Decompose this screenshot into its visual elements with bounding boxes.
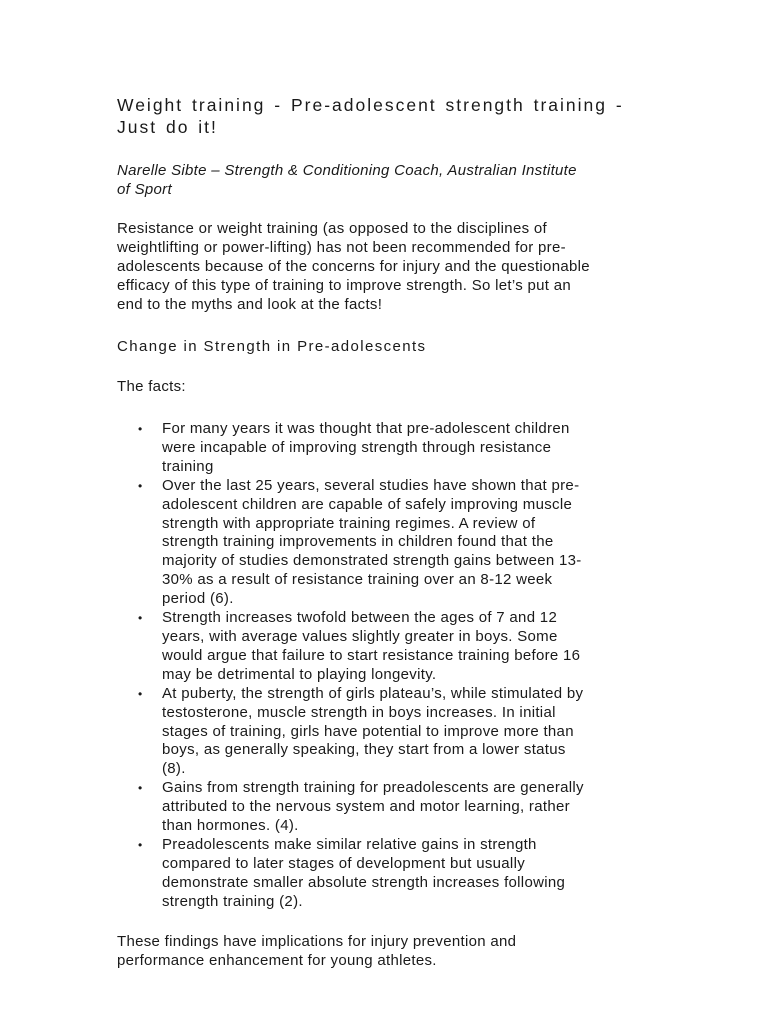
document-page [117,94,657,970]
fact-line: were incapable of improving strength through resistance [162,438,552,456]
fact-line: Strength increases twofold between the ages of 7 and 12 [162,609,558,627]
list-item [117,685,657,780]
fact-line: Gains from strength training for preadolescents are generally [162,779,584,797]
author-byline [117,161,657,199]
list-item [117,836,657,912]
list-item [117,477,657,609]
bullet-icon: • [138,781,143,796]
fact-line: For many years it was thought that pre-adolescent children [162,420,570,437]
fact-line: 30% as a result of resistance training over an 8-12 week [162,571,553,589]
list-item [117,779,657,836]
bullet-icon: • [138,478,143,493]
intro-line: efficacy of this type of training to improve strength. So let’s put an [117,277,572,294]
intro-line: weightlifting or power-lifting) has not been recommended for pre- [117,239,566,256]
fact-line: testosterone, muscle strength in boys increases. In initial [162,703,556,721]
fact-line: strength training (2). [162,892,303,910]
intro-line: adolescents because of the concerns for injury and the questionable [117,258,590,275]
fact-line: than hormones. (4). [162,817,299,835]
fact-line: attributed to the nervous system and motor learning, rather [162,798,570,816]
fact-line: years, with average values slightly greater in boys. Some [162,627,558,645]
bullet-icon: • [138,837,143,852]
fact-line: may be detrimental to playing longevity. [162,665,437,683]
fact-line: training [162,457,214,475]
fact-line: compared to later stages of development but usually [162,854,526,872]
fact-line: strength training improvements in children found that the [162,533,554,551]
fact-line: majority of studies demonstrated strength gains between 13- [162,552,582,570]
byline-line: Narelle Sibte – Strength & Conditioning Coach, Australian Institute [117,162,577,179]
fact-line: Over the last 25 years, several studies have shown that pre- [162,476,580,494]
fact-line: adolescent children are capable of safely improving muscle [162,495,573,513]
fact-line: strength with appropriate training regimes. A review of [162,514,536,532]
bullet-icon: • [138,611,143,626]
title-line: Weight training - Pre-adolescent strength training - [117,95,624,115]
list-item [117,609,657,685]
intro-line: end to the myths and look at the facts! [117,296,383,313]
closing-paragraph [117,932,657,970]
closing-line: These findings have implications for injury prevention and [117,932,517,950]
section-heading: Change in Strength in Pre-adolescents [117,338,427,355]
byline-line: of Sport [117,181,172,198]
title-line: Just do it! [117,117,218,137]
intro-line: Resistance or weight training (as opposed to the disciplines of [117,220,547,237]
fact-line: (8). [162,760,186,778]
facts-label: The facts: [117,378,186,395]
facts-list [117,420,657,912]
closing-line: performance enhancement for young athletes. [117,951,437,969]
list-item [117,420,657,477]
intro-paragraph [117,219,657,314]
fact-line: boys, as generally speaking, they start from a lower status [162,741,566,759]
fact-line: At puberty, the strength of girls plateau’s, while stimulated by [162,684,584,702]
bullet-icon: • [138,422,143,436]
fact-line: Preadolescents make similar relative gains in strength [162,835,537,853]
fact-line: stages of training, girls have potential to improve more than [162,722,574,740]
fact-line: would argue that failure to start resistance training before 16 [162,646,581,664]
fact-line: demonstrate smaller absolute strength increases following [162,873,566,891]
bullet-icon: • [138,686,143,701]
fact-line: period (6). [162,590,234,608]
document-title [117,94,657,138]
